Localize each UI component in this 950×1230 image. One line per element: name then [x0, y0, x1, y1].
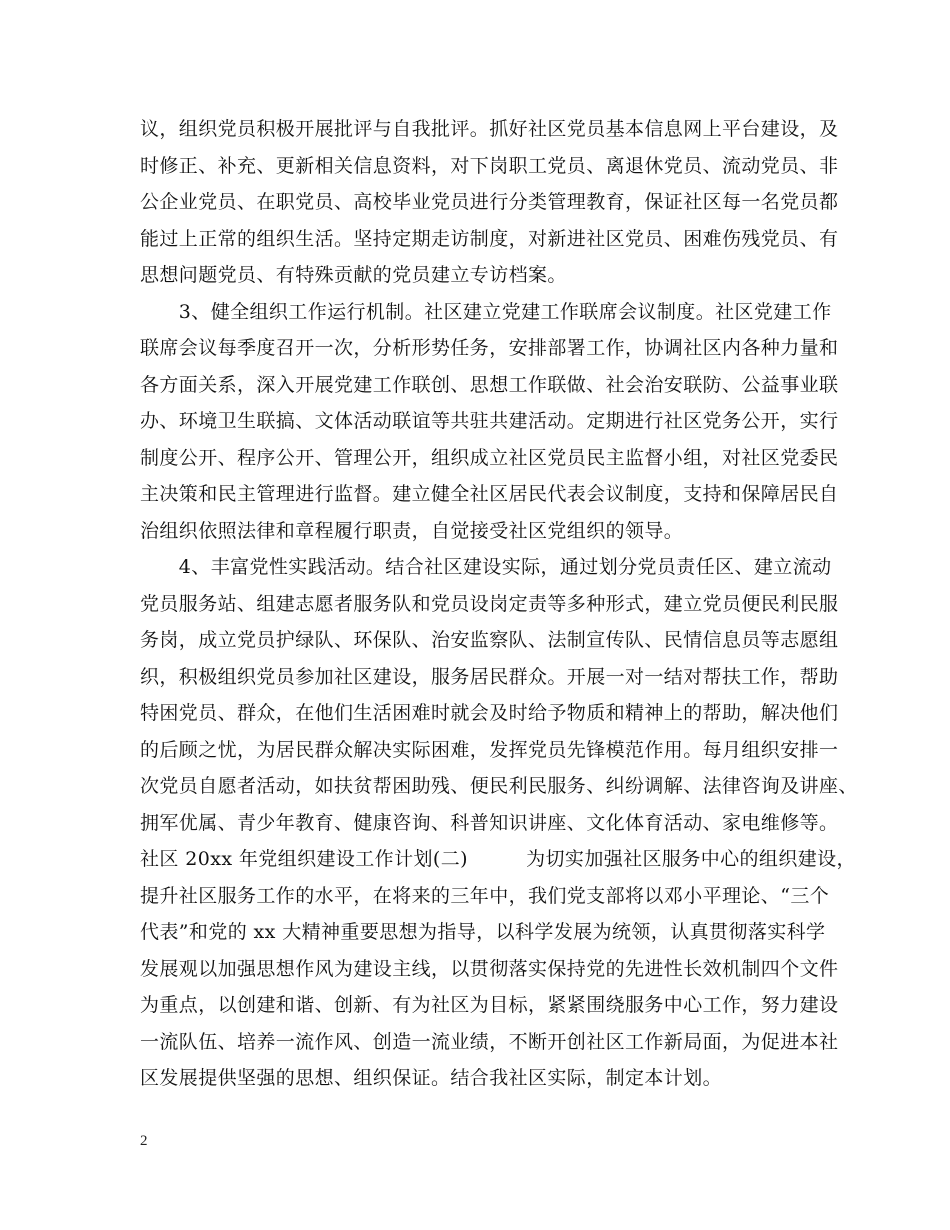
text-line: 社区 20xx 年党组织建设工作计划(二) 为切实加强社区服务中心的组织建设，	[140, 848, 856, 870]
text-line: 务岗，成立党员护绿队、环保队、治安监察队、法制宣传队、民情信息员等志愿组	[140, 629, 839, 651]
text-line: 的后顾之忧，为居民群众解决实际困难，发挥党员先锋模范作用。每月组织安排一	[140, 739, 839, 761]
text-line: 3、健全组织工作运行机制。社区建立党建工作联席会议制度。社区党建工作	[140, 301, 832, 323]
text-line: 一流队伍、培养一流作风、创造一流业绩，不断开创社区工作新局面，为促进本社	[140, 1031, 839, 1053]
text-line: 4、丰富党性实践活动。结合社区建设实际，通过划分党员责任区、建立流动	[140, 556, 832, 578]
text-line: 能过上正常的组织生活。坚持定期走访制度，对新进社区党员、困难伤残党员、有	[140, 228, 839, 250]
text-line: 拥军优属、青少年教育、健康咨询、科普知识讲座、文化体育活动、家电维修等。	[140, 812, 839, 834]
text-line: 区发展提供坚强的思想、组织保证。结合我社区实际，制定本计划。	[140, 1067, 723, 1089]
text-line: 党员服务站、组建志愿者服务队和党员设岗定责等多种形式，建立党员便民利民服	[140, 593, 839, 615]
text-line: 织，积极组织党员参加社区建设，服务居民群众。开展一对一结对帮扶工作，帮助	[140, 666, 839, 688]
text-line: 代表”和党的 xx 大精神重要思想为指导，以科学发展为统领，认真贯彻落实科学	[140, 921, 826, 943]
text-line: 为重点，以创建和谐、创新、有为社区为目标，紧紧围绕服务中心工作，努力建设	[140, 994, 839, 1016]
text-line: 时修正、补充、更新相关信息资料，对下岗职工党员、离退休党员、流动党员、非	[140, 155, 839, 177]
page-number: 2	[140, 1133, 148, 1149]
text-line: 次党员自愿者活动，如扶贫帮困助残、便民利民服务、纠纷调解、法律咨询及讲座、	[140, 775, 858, 797]
text-line: 公企业党员、在职党员、高校毕业党员进行分类管理教育，保证社区每一名党员都	[140, 191, 839, 213]
text-line: 治组织依照法律和章程履行职责，自觉接受社区党组织的领导。	[140, 520, 684, 542]
text-line: 办、环境卫生联搞、文体活动联谊等共驻共建活动。定期进行社区党务公开，实行	[140, 410, 839, 432]
text-line: 制度公开、程序公开、管理公开，组织成立社区党员民主监督小组，对社区党委民	[140, 447, 839, 469]
text-line: 思想问题党员、有特殊贡献的党员建立专访档案。	[140, 264, 567, 286]
text-line: 提升社区服务工作的水平，在将来的三年中，我们党支部将以邓小平理论、“三个	[140, 885, 830, 907]
text-line: 各方面关系，深入开展党建工作联创、思想工作联做、社会治安联防、公益事业联	[140, 374, 839, 396]
text-line: 联席会议每季度召开一次，分析形势任务，安排部署工作，协调社区内各种力量和	[140, 337, 839, 359]
text-line: 主决策和民主管理进行监督。建立健全社区居民代表会议制度，支持和保障居民自	[140, 483, 839, 505]
text-line: 发展观以加强思想作风为建设主线，以贯彻落实保持党的先进性长效机制四个文件	[140, 958, 839, 980]
text-line: 议，组织党员积极开展批评与自我批评。抓好社区党员基本信息网上平台建设，及	[140, 118, 839, 140]
text-line: 特困党员、群众，在他们生活困难时就会及时给予物质和精神上的帮助，解决他们	[140, 702, 839, 724]
